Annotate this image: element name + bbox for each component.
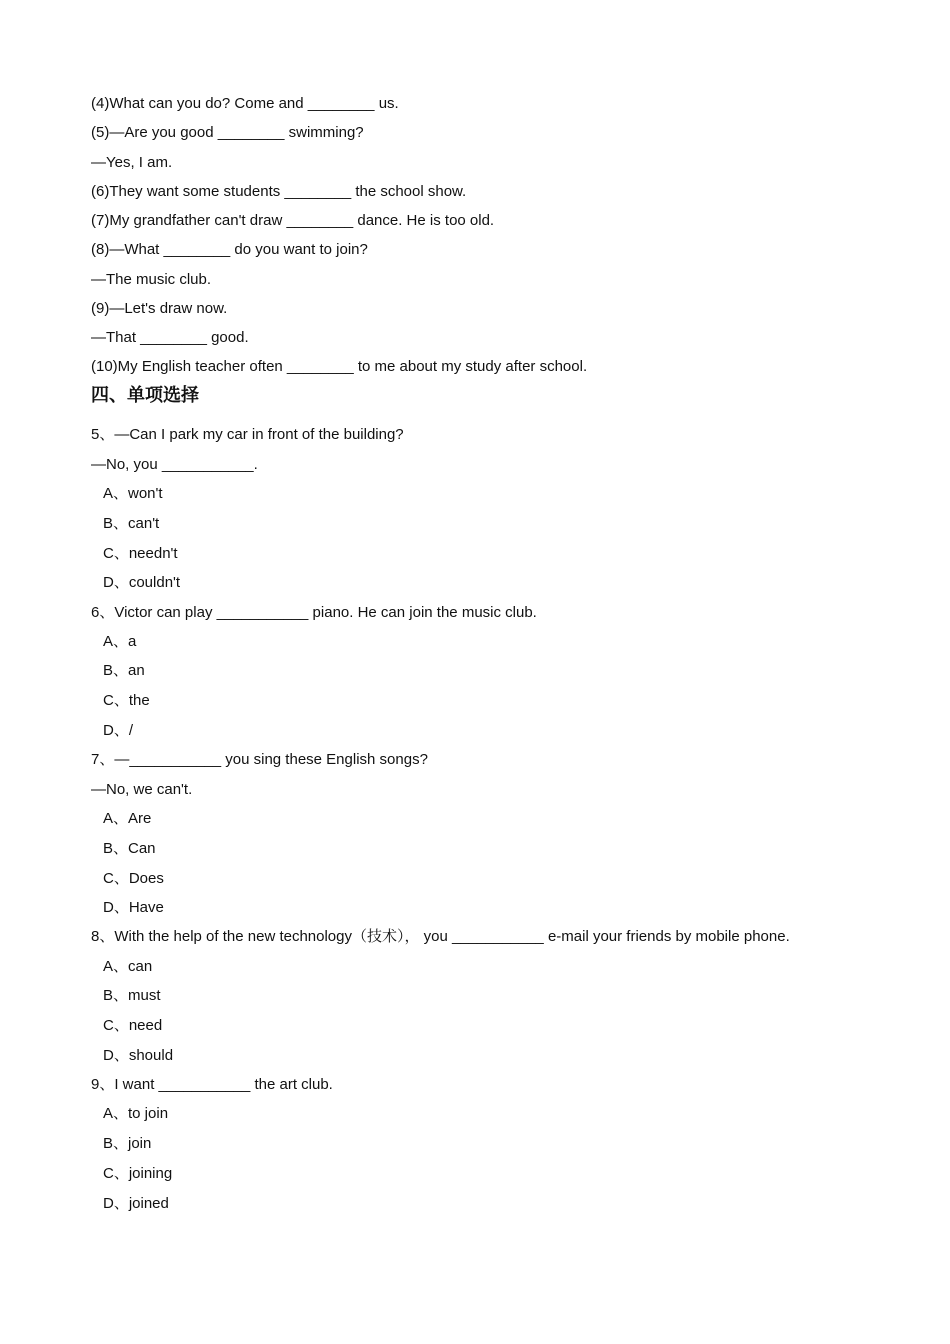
section-heading: 四、单项选择 — [91, 385, 199, 406]
fill-blank-6: (6)They want some students ________ the school show. — [91, 183, 467, 200]
fill-blank-7: (7)My grandfather can't draw ________ dance. He is too old. — [91, 212, 495, 229]
question-9-option-d: D、joined — [103, 1195, 169, 1212]
question-7-option-b: B、Can — [103, 840, 156, 857]
question-6-option-d: D、/ — [103, 722, 134, 739]
fill-blank-5: (5)—Are you good ________ swimming? — [91, 124, 364, 141]
question-5-option-b: B、can't — [103, 515, 160, 532]
question-5-answer: —No, you ___________. — [91, 456, 258, 473]
question-5-stem: 5、—Can I park my car in front of the building? — [91, 426, 404, 443]
question-8-option-d: D、should — [103, 1047, 174, 1064]
question-8-option-a: A、can — [103, 958, 153, 975]
question-7-stem: 7、—___________ you sing these English songs? — [91, 751, 428, 768]
question-8-option-b: B、must — [103, 987, 161, 1004]
question-5-option-d: D、couldn't — [103, 574, 181, 591]
fill-blank-4: (4)What can you do? Come and ________ us. — [91, 95, 399, 112]
question-7-answer: —No, we can't. — [91, 781, 193, 798]
question-7-option-a: A、Are — [103, 810, 152, 827]
question-6-option-c: C、the — [103, 692, 150, 709]
fill-blank-9: (9)—Let's draw now. — [91, 300, 228, 317]
question-7-option-d: D、Have — [103, 899, 164, 916]
question-9-option-c: C、joining — [103, 1165, 173, 1182]
question-5-option-c: C、needn't — [103, 545, 178, 562]
question-6-option-a: A、a — [103, 633, 137, 650]
question-5-option-a: A、won't — [103, 485, 163, 502]
question-9-stem: 9、I want ___________ the art club. — [91, 1076, 333, 1093]
fill-blank-8: (8)—What ________ do you want to join? — [91, 241, 368, 258]
question-8-option-c: C、need — [103, 1017, 163, 1034]
fill-blank-5-answer: —Yes, I am. — [91, 154, 173, 171]
question-7-option-c: C、Does — [103, 870, 164, 887]
question-9-option-a: A、to join — [103, 1105, 169, 1122]
fill-blank-8-answer: —The music club. — [91, 271, 212, 288]
question-6-stem: 6、Victor can play ___________ piano. He can join the music club. — [91, 604, 537, 621]
fill-blank-9-answer: —That ________ good. — [91, 329, 249, 346]
question-6-option-b: B、an — [103, 662, 145, 679]
question-8-stem: 8、With the help of the new technology（技术）， you ___________ e-mail your friends by mobile phone. — [91, 928, 790, 945]
fill-blank-10: (10)My English teacher often ________ to me about my study after school. — [91, 358, 588, 375]
question-9-option-b: B、join — [103, 1135, 152, 1152]
